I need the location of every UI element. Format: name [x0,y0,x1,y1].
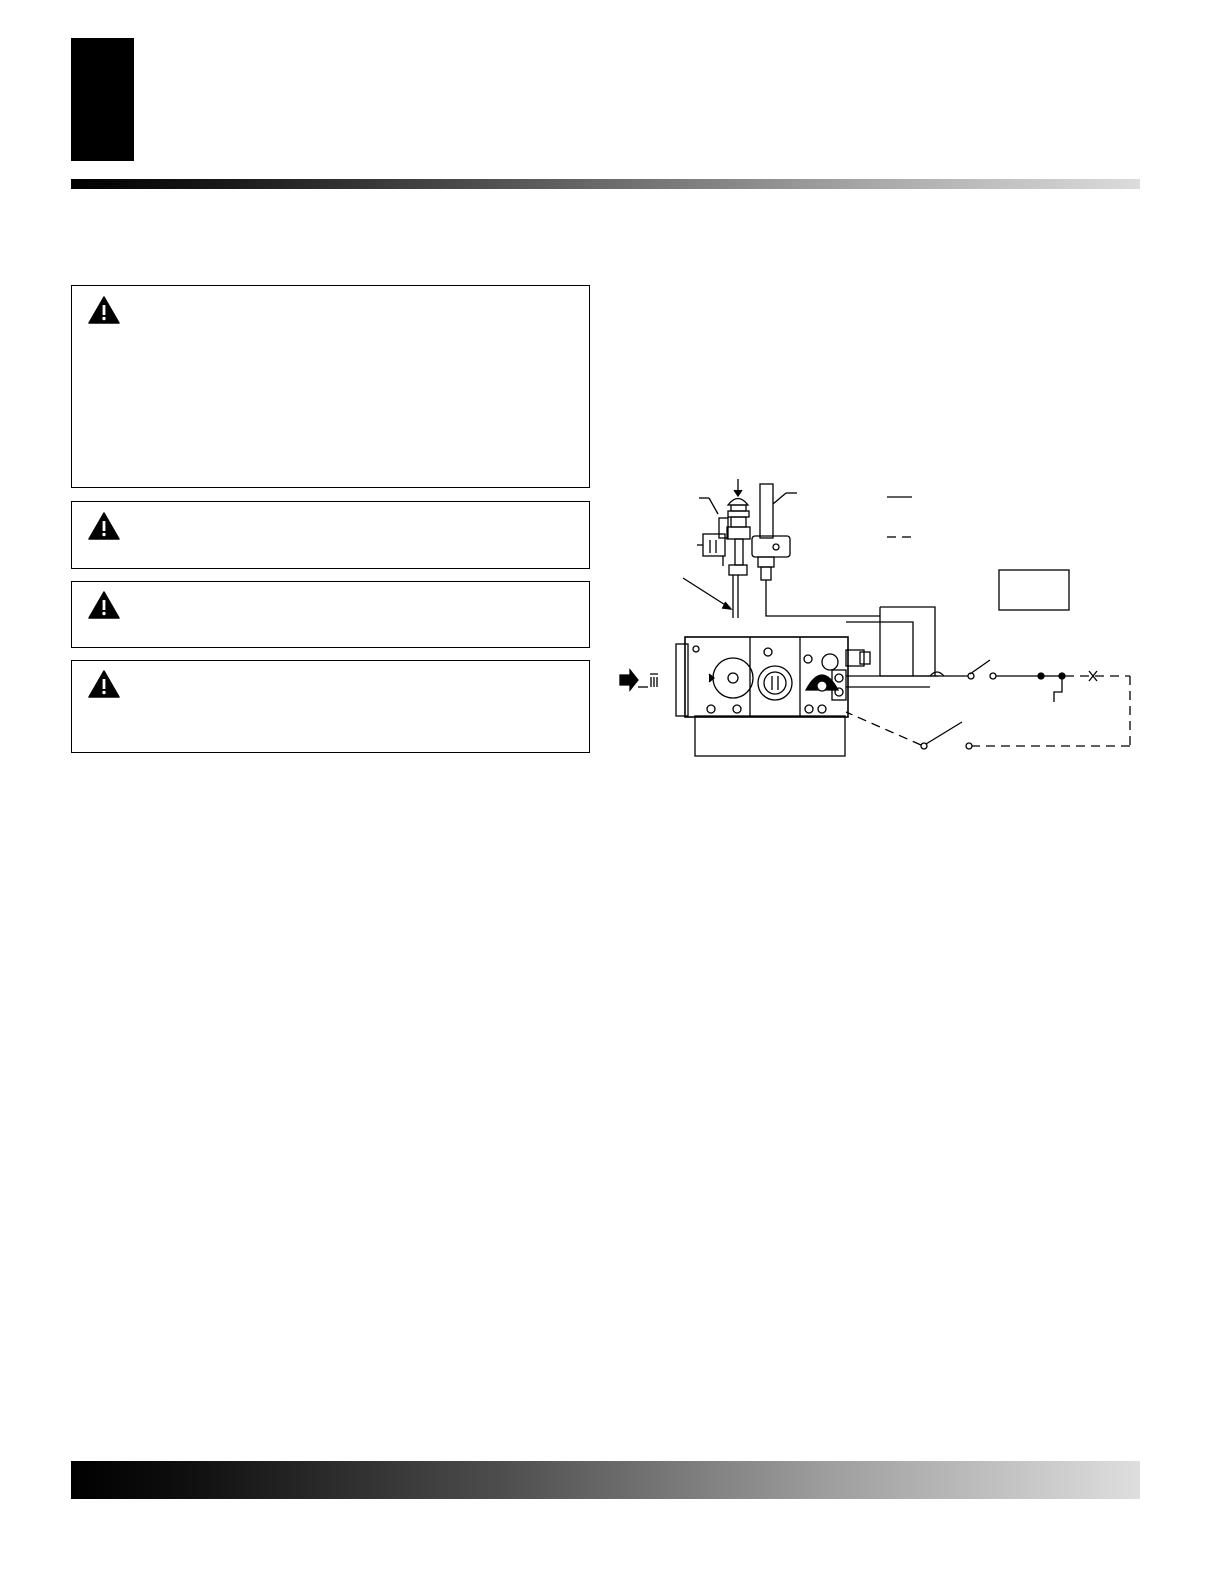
wiring-diagram [610,470,1150,770]
pilot-assembly [683,479,750,618]
section-tab [71,38,134,161]
diagram-legend [887,497,912,537]
warning-triangle-icon [88,670,120,698]
warning-box-3 [71,581,590,648]
warning-triangle-icon [88,296,120,324]
gas-valve [676,637,870,756]
warning-box-2 [71,501,590,569]
warning-box-1 [71,285,590,488]
footer-gradient-band [71,1461,1140,1499]
thermocouple [752,484,880,616]
warning-box-4 [71,660,590,753]
header-gradient-rule [71,179,1140,189]
component-box [999,570,1069,610]
warning-triangle-icon [88,512,120,540]
warning-triangle-icon [88,591,120,619]
gas-inlet-arrow [620,670,658,690]
